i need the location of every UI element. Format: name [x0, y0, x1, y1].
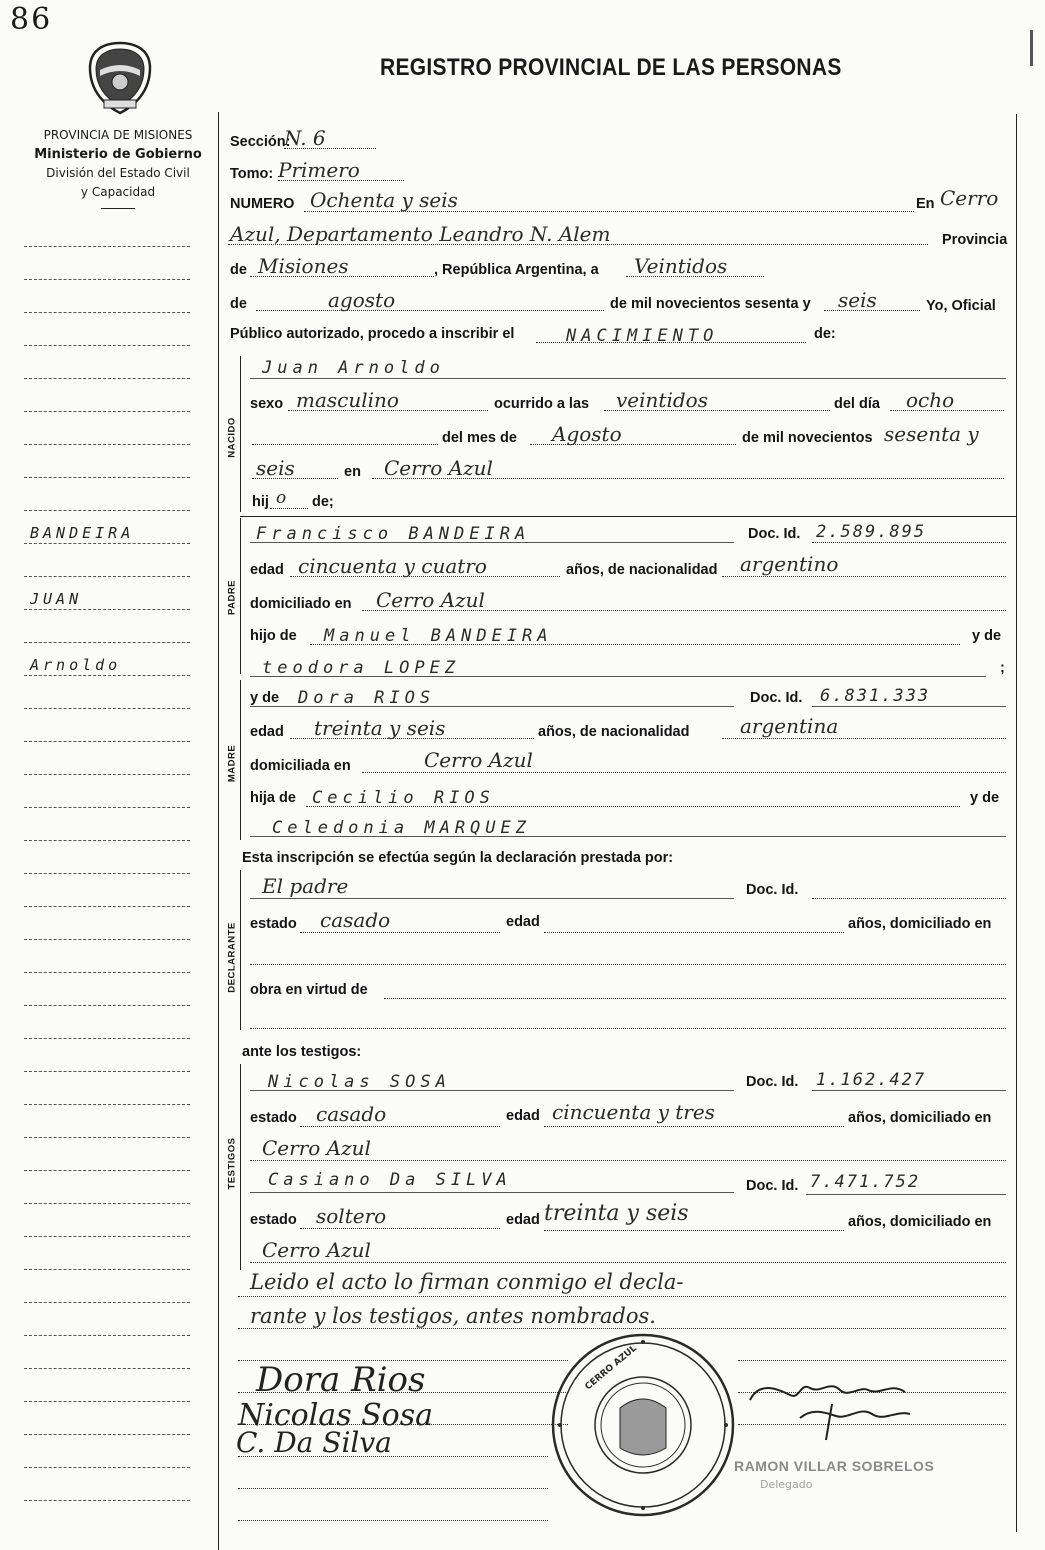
label-en-2: en — [344, 464, 361, 480]
dots-fecha-anio — [824, 310, 920, 311]
margin-rule — [24, 1137, 190, 1138]
label-doc-padre: Doc. Id. — [748, 526, 801, 542]
label-edad-declarante: edad — [506, 914, 540, 930]
label-testigos: ante los testigos: — [242, 1044, 362, 1060]
value-fecha-dia: Veintidos — [634, 254, 728, 278]
dots-sexo — [288, 410, 488, 411]
dots-testigo2-dom — [250, 1262, 1006, 1263]
dots-padre-doc — [812, 542, 1006, 543]
margin-rule — [24, 972, 190, 973]
value-acto: NACIMIENTO — [566, 326, 719, 346]
margin-rule — [24, 1467, 190, 1468]
label-semicolon: ; — [1000, 660, 1005, 676]
nacido-anio-a: sesenta y — [884, 422, 979, 446]
dots-closing-1 — [238, 1296, 1006, 1297]
dots-estado-declarante — [300, 932, 500, 933]
label-en: En — [916, 196, 935, 212]
margin-rule — [24, 411, 190, 412]
label-estado-declarante: estado — [250, 916, 297, 932]
padre-domicilio: Cerro Azul — [376, 588, 485, 612]
margin-rule — [24, 939, 190, 940]
testigo1-domicilio: Cerro Azul — [262, 1136, 371, 1160]
issuer-line-4: y Capacidad — [80, 185, 156, 199]
madre-nombre: Dora RIOS — [298, 688, 436, 708]
margin-rule — [24, 840, 190, 841]
label-de-mil: de mil novecientos sesenta y — [610, 296, 811, 312]
label-hij: hij — [252, 494, 269, 510]
line-testigo1-doc — [812, 1090, 1006, 1091]
margin-rule — [24, 1071, 190, 1072]
dots-mes — [530, 444, 736, 445]
dots-fecha-mes — [256, 310, 604, 311]
dots-padre-dom — [362, 610, 1006, 611]
label-y-de-padre: y de — [972, 628, 1002, 644]
dots-madre-dom — [362, 772, 1006, 773]
label-obra: obra en virtud de — [250, 982, 368, 998]
dots-acto — [536, 342, 806, 343]
nacido-hora: veintidos — [616, 388, 708, 412]
dots-provincia — [250, 276, 434, 277]
margin-rule — [24, 675, 190, 676]
official-name: RAMON VILLAR SOBRELOS — [734, 1458, 935, 1474]
value-lugar: Azul, Departamento Leandro N. Alem — [230, 222, 611, 246]
margin-rule — [24, 807, 190, 808]
testigo2-doc: 7.471.752 — [810, 1172, 921, 1192]
margin-rule — [24, 642, 190, 643]
section-label-madre: MADRE — [226, 744, 238, 783]
margin-rule — [24, 1236, 190, 1237]
dots-edad-declarante — [544, 932, 844, 933]
nacido-anio-b: seis — [256, 456, 295, 480]
madre-doc: 6.831.333 — [820, 686, 931, 706]
line-testigo2-doc — [806, 1194, 1006, 1195]
testigo2-nombre: Casiano Da SILVA — [268, 1170, 512, 1190]
value-fecha-mes: agosto — [328, 288, 396, 312]
label-edad-testigo2: edad — [506, 1212, 540, 1228]
margin-rule — [24, 510, 190, 511]
coat-of-arms-icon — [84, 40, 156, 116]
line-madre-madre — [250, 836, 1006, 837]
margin-rule — [24, 477, 190, 478]
nacido-border — [240, 356, 241, 512]
official-signature-icon — [740, 1360, 920, 1450]
label-numero: NUMERO — [230, 196, 295, 212]
issuer-divider — [101, 208, 135, 209]
dots-closing-10 — [238, 1488, 548, 1489]
dots-closing-11 — [238, 1520, 548, 1521]
label-de-mil-2: de mil novecientos — [742, 430, 873, 446]
label-dom-testigo1: años, domiciliado en — [848, 1110, 992, 1126]
label-estado-testigo1: estado — [250, 1110, 297, 1126]
madre-edad: treinta y seis — [314, 716, 446, 740]
dots-dia — [890, 410, 1004, 411]
margin-rule — [24, 1203, 190, 1204]
testigo2-estado: soltero — [316, 1204, 387, 1228]
dots-nacido-lugar — [372, 478, 1004, 479]
testigo1-doc: 1.162.427 — [816, 1070, 927, 1090]
label-tomo: Tomo: — [230, 166, 274, 182]
dots-madre-edad — [290, 738, 534, 739]
issuer-block — [20, 126, 216, 209]
dots-edad-testigo2 — [544, 1230, 844, 1231]
closing-line-1: Leido el acto lo firman conmigo el decla- — [250, 1270, 684, 1294]
testigo1-estado: casado — [316, 1102, 387, 1126]
margin-rule — [24, 1434, 190, 1435]
label-domicilio-padre: domiciliado en — [250, 596, 352, 612]
label-publico: Público autorizado, procedo a inscribir el — [230, 326, 515, 342]
margin-rule — [24, 1401, 190, 1402]
madre-nacionalidad: argentina — [740, 714, 839, 738]
margin-rule — [24, 1170, 190, 1171]
margin-rule — [24, 1005, 190, 1006]
dots-nacido-blank — [252, 444, 438, 445]
value-seccion: N. 6 — [284, 126, 326, 150]
margin-rule — [24, 708, 190, 709]
padre-nombre: Francisco BANDEIRA — [256, 524, 531, 544]
padre-border — [240, 518, 241, 674]
margin-rule — [24, 873, 190, 874]
dots-seccion — [284, 148, 376, 149]
testigo2-edad: treinta y seis — [544, 1201, 689, 1226]
page-title: REGISTRO PROVINCIAL DE LAS PERSONAS — [380, 54, 842, 81]
label-provincia: Provincia — [942, 232, 1008, 248]
madre-padre: Cecilio RIOS — [312, 788, 495, 808]
form-left-border — [218, 112, 219, 1550]
declarante-estado: casado — [320, 908, 391, 932]
divider-padre — [240, 516, 1016, 517]
label-yo-oficial: Yo, Oficial — [926, 298, 996, 314]
line-nacido-nombre — [250, 378, 1006, 379]
margin-rule — [24, 1335, 190, 1336]
margin-rule — [24, 576, 190, 577]
label-de-semi: de; — [312, 494, 334, 510]
margin-rule — [24, 312, 190, 313]
signature-testigo2: C. Da Silva — [236, 1426, 392, 1459]
dots-declarante-dom — [250, 964, 1006, 965]
margin-rule — [24, 444, 190, 445]
value-numero: Ochenta y seis — [310, 188, 458, 212]
margin-rule — [24, 774, 190, 775]
line-padre-madre — [250, 676, 986, 677]
label-y-de-madre: y de — [250, 690, 280, 706]
padre-edad: cincuenta y cuatro — [298, 554, 487, 578]
dots-padre-edad — [290, 576, 560, 577]
dots-padre-nac — [722, 576, 1006, 577]
label-y-de-madre-2: y de — [970, 790, 1000, 806]
nacido-lugar: Cerro Azul — [384, 456, 493, 480]
label-edad-padre: edad — [250, 562, 284, 578]
margin-note-name-2: Arnoldo — [30, 656, 122, 674]
margin-rule — [24, 1038, 190, 1039]
dots-anio-b — [252, 478, 338, 479]
dots-madre-padre — [306, 806, 960, 807]
madre-madre: Celedonia MARQUEZ — [272, 818, 531, 838]
margin-rule — [24, 246, 190, 247]
margin-rule — [24, 1104, 190, 1105]
dots-hijo — [270, 508, 308, 509]
label-estado-testigo2: estado — [250, 1212, 297, 1228]
margin-rule — [24, 543, 190, 544]
testigo1-nombre: Nicolas SOSA — [268, 1072, 451, 1092]
nacido-hijo: o — [276, 488, 287, 508]
label-dom-testigo2: años, domiciliado en — [848, 1214, 992, 1230]
dots-lugar — [228, 244, 928, 245]
value-tomo: Primero — [278, 158, 360, 182]
dots-closing-2 — [238, 1328, 1006, 1329]
label-doc-testigo1: Doc. Id. — [746, 1074, 799, 1090]
line-testigo2 — [250, 1192, 734, 1193]
margin-note-name-1: JUAN — [30, 590, 83, 608]
dots-hora — [604, 410, 830, 411]
madre-border — [240, 680, 241, 840]
margin-rule — [24, 378, 190, 379]
margin-rule — [24, 1500, 190, 1501]
dots-padre-padre — [310, 644, 960, 645]
declarante-border — [240, 870, 241, 1030]
page-number: 86 — [10, 2, 53, 37]
padre-madre: teodora LOPEZ — [262, 658, 461, 678]
line-padre-nombre — [250, 542, 734, 543]
margin-rule — [24, 609, 190, 610]
official-stamp-icon — [548, 1330, 738, 1520]
label-republica: , República Argentina, a — [434, 262, 599, 278]
dots-testigo1-dom — [250, 1160, 1006, 1161]
dots-obra-2 — [250, 1028, 1006, 1029]
dots-obra — [384, 998, 1006, 999]
issuer-line-2: Ministerio de Gobierno — [34, 147, 202, 162]
line-madre-doc — [812, 706, 1006, 707]
dots-estado-testigo2 — [300, 1228, 500, 1229]
label-de-provincia: de — [230, 262, 247, 278]
label-del-dia: del día — [834, 396, 880, 412]
label-hijo-de: hijo de — [250, 628, 297, 644]
margin-note-surname: BANDEIRA — [30, 524, 135, 542]
testigo2-domicilio: Cerro Azul — [262, 1238, 371, 1262]
padre-doc: 2.589.895 — [816, 522, 927, 542]
madre-domicilio: Cerro Azul — [424, 748, 533, 772]
line-declarante — [250, 898, 734, 899]
label-hija-de: hija de — [250, 790, 296, 806]
closing-line-2: rante y los testigos, antes nombrados. — [250, 1304, 656, 1328]
declarante-quien: El padre — [262, 874, 349, 898]
nacido-sexo: masculino — [296, 388, 399, 412]
label-ocurrido: ocurrido a las — [494, 396, 590, 412]
issuer-line-1: PROVINCIA DE MISIONES — [43, 128, 193, 142]
dots-fecha-dia — [626, 276, 764, 277]
nacido-mes: Agosto — [552, 422, 622, 446]
value-fecha-anio: seis — [838, 288, 877, 312]
dots-madre-nac — [722, 738, 1006, 739]
dots-estado-testigo1 — [300, 1126, 500, 1127]
label-doc-testigo2: Doc. Id. — [746, 1178, 799, 1194]
value-en: Cerro — [940, 186, 999, 210]
label-inscripcion: Esta inscripción se efectúa según la declaración prestada por: — [242, 850, 674, 866]
testigos-border — [240, 1064, 241, 1270]
issuer-line-3: División del Estado Civil — [46, 166, 190, 180]
section-label-testigos: TESTIGOS — [226, 1137, 238, 1190]
margin-rule — [24, 906, 190, 907]
label-sexo: sexo — [250, 396, 284, 412]
signature-madre: Dora Rios — [256, 1360, 426, 1400]
testigo1-edad: cincuenta y tres — [552, 1100, 715, 1124]
line-testigo1 — [250, 1090, 734, 1091]
section-label-padre: PADRE — [226, 579, 238, 616]
margin-rule — [24, 279, 190, 280]
dots-edad-testigo1 — [544, 1126, 844, 1127]
label-doc-declarante: Doc. Id. — [746, 882, 799, 898]
label-edad-testigo1: edad — [506, 1108, 540, 1124]
label-domicilio-madre: domiciliada en — [250, 758, 351, 774]
dots-numero — [304, 211, 914, 212]
dots-doc-declarante — [812, 898, 1006, 899]
svg-text:CERRO AZUL: CERRO AZUL — [583, 1343, 639, 1393]
nacido-nombre: Juan Arnoldo — [262, 358, 445, 378]
dots-tomo — [278, 180, 404, 181]
label-de-mes: de — [230, 296, 247, 312]
label-nac-padre: años, de nacionalidad — [566, 562, 718, 578]
section-label-declarante: DECLARANTE — [226, 922, 238, 993]
margin-rule — [24, 1269, 190, 1270]
padre-nacionalidad: argentino — [740, 552, 839, 576]
label-seccion: Sección: — [230, 134, 291, 150]
label-doc-madre: Doc. Id. — [750, 690, 803, 706]
edge-mark — [1030, 30, 1033, 66]
signature-testigo1: Nicolas Sosa — [238, 1398, 434, 1433]
form-right-border — [1016, 114, 1017, 1532]
official-title: Delegado — [760, 1478, 813, 1491]
label-de-colon: de: — [814, 326, 836, 342]
label-nac-madre: años, de nacionalidad — [538, 724, 690, 740]
value-provincia: Misiones — [258, 254, 349, 278]
margin-rule — [24, 1302, 190, 1303]
margin-rule — [24, 1368, 190, 1369]
section-label-nacido: NACIDO — [226, 417, 238, 458]
nacido-dia: ocho — [906, 388, 955, 412]
padre-padre: Manuel BANDEIRA — [324, 626, 553, 646]
label-dom-declarante: años, domiciliado en — [848, 916, 992, 932]
line-madre-nombre — [250, 706, 734, 707]
margin-rule — [24, 741, 190, 742]
label-edad-madre: edad — [250, 724, 284, 740]
margin-rule — [24, 345, 190, 346]
label-del-mes: del mes de — [442, 430, 517, 446]
